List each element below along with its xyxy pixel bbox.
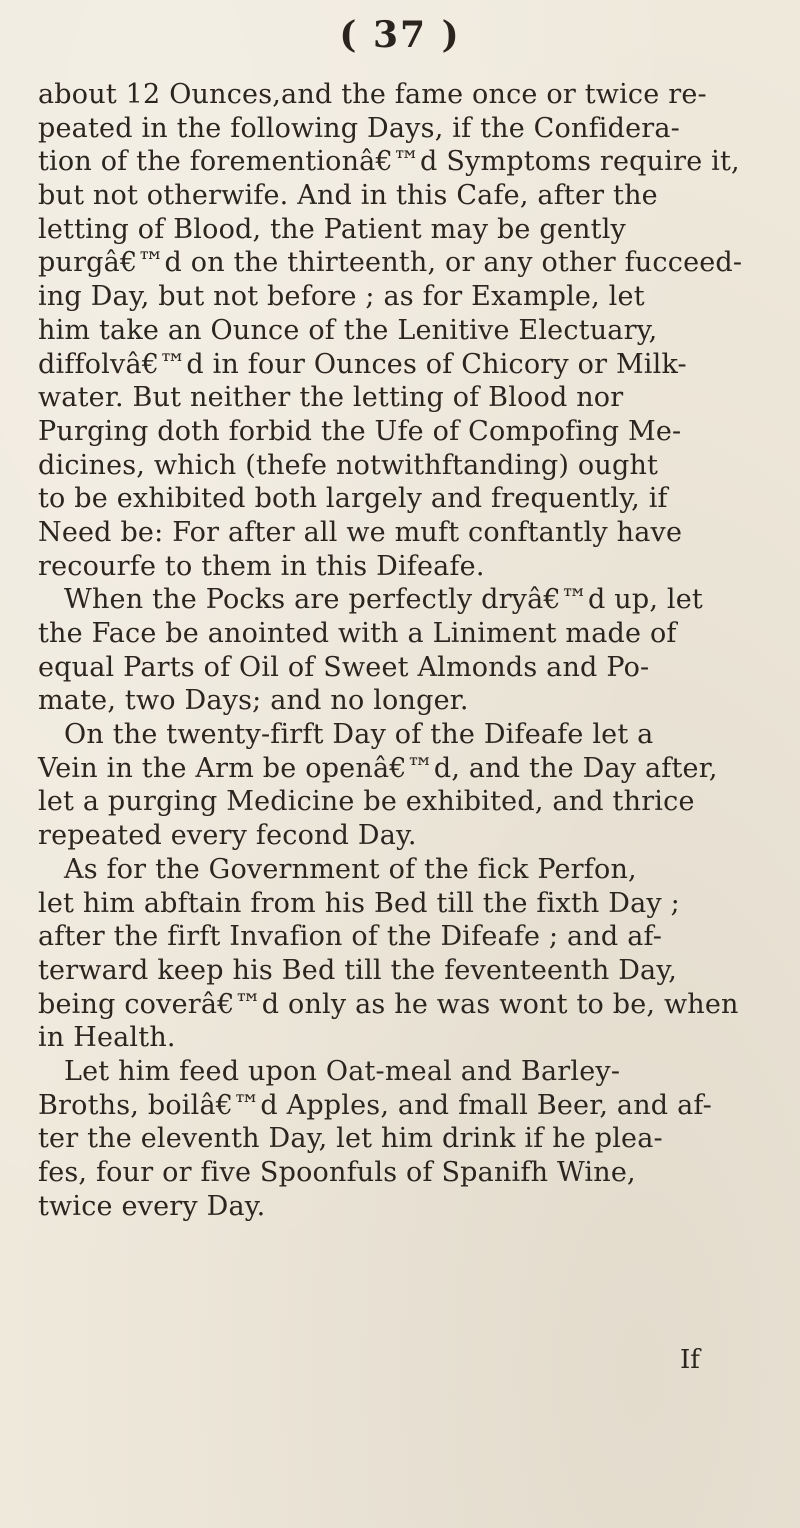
catchword: If <box>680 1345 700 1375</box>
text-line: tion of the forementionâ€™d Symptoms require it, <box>38 146 740 178</box>
text-line: As for the Government of the fick Perfon, <box>64 853 637 885</box>
text-line: to be exhibited both largely and frequently, if <box>38 483 668 515</box>
text-line: ter the eleventh Day, let him drink if he plea- <box>38 1123 663 1155</box>
text-line: When the Pocks are perfectly dryâ€™d up, let <box>64 584 703 616</box>
text-line: Purging doth forbid the Ufe of Compofing Me- <box>38 415 682 447</box>
text-line: Need be: For after all we muft conftantly have <box>38 516 683 548</box>
text-line: repeated every fecond Day. <box>38 820 417 852</box>
text-line: Broths, boilâ€™d Apples, and fmall Beer, and af- <box>38 1089 712 1121</box>
text-line: purgâ€™d on the thirteenth, or any other fucceed- <box>38 247 743 279</box>
text-line: ing Day, but not before ; as for Example, let <box>38 281 645 313</box>
text-line: dicines, which (thefe notwithftanding) ought <box>38 449 659 481</box>
text-line: him take an Ounce of the Lenitive Electuary, <box>38 314 658 346</box>
text-line: let him abftain from his Bed till the fixth Day ; <box>38 887 680 919</box>
text-line: after the firft Invafion of the Difeafe ; and af- <box>38 921 663 953</box>
text-line: water. But neither the letting of Blood nor <box>38 382 624 414</box>
text-line: On the twenty-firft Day of the Difeafe let a <box>64 719 654 751</box>
text-line: twice every Day. <box>38 1190 266 1222</box>
page-number: ( 37 ) <box>339 14 461 56</box>
text-line: recourfe to them in this Difeafe. <box>38 550 485 582</box>
text-line: Let him feed upon Oat-meal and Barley- <box>64 1055 621 1087</box>
text-line: but not otherwife. And in this Cafe, after the <box>38 180 658 212</box>
text-line: being coverâ€™d only as he was wont to be, when <box>38 988 739 1020</box>
text-line: the Face be anointed with a Liniment made of <box>38 618 677 649</box>
text-line: peated in the following Days, if the Confidera- <box>38 112 680 144</box>
text-line: letting of Blood, the Patient may be gently <box>38 213 626 245</box>
text-line: fes, four or five Spoonfuls of Spanifh Wine, <box>38 1157 636 1188</box>
text-line: Vein in the Arm be openâ€™d, and the Day after, <box>38 752 718 784</box>
text-line: mate, two Days; and no longer. <box>38 685 469 717</box>
text-line: equal Parts of Oil of Sweet Almonds and Po- <box>38 651 650 683</box>
text-line: in Health. <box>38 1022 176 1054</box>
text-line: about 12 Ounces,and the fame once or twice re- <box>38 79 707 110</box>
text-line: terward keep his Bed till the feventeenth Day, <box>38 954 677 986</box>
text-line: diffolvâ€™d in four Ounces of Chicory or Milk- <box>38 348 687 380</box>
page-body <box>38 78 743 1223</box>
text-line: let a purging Medicine be exhibited, and thrice <box>38 786 695 818</box>
